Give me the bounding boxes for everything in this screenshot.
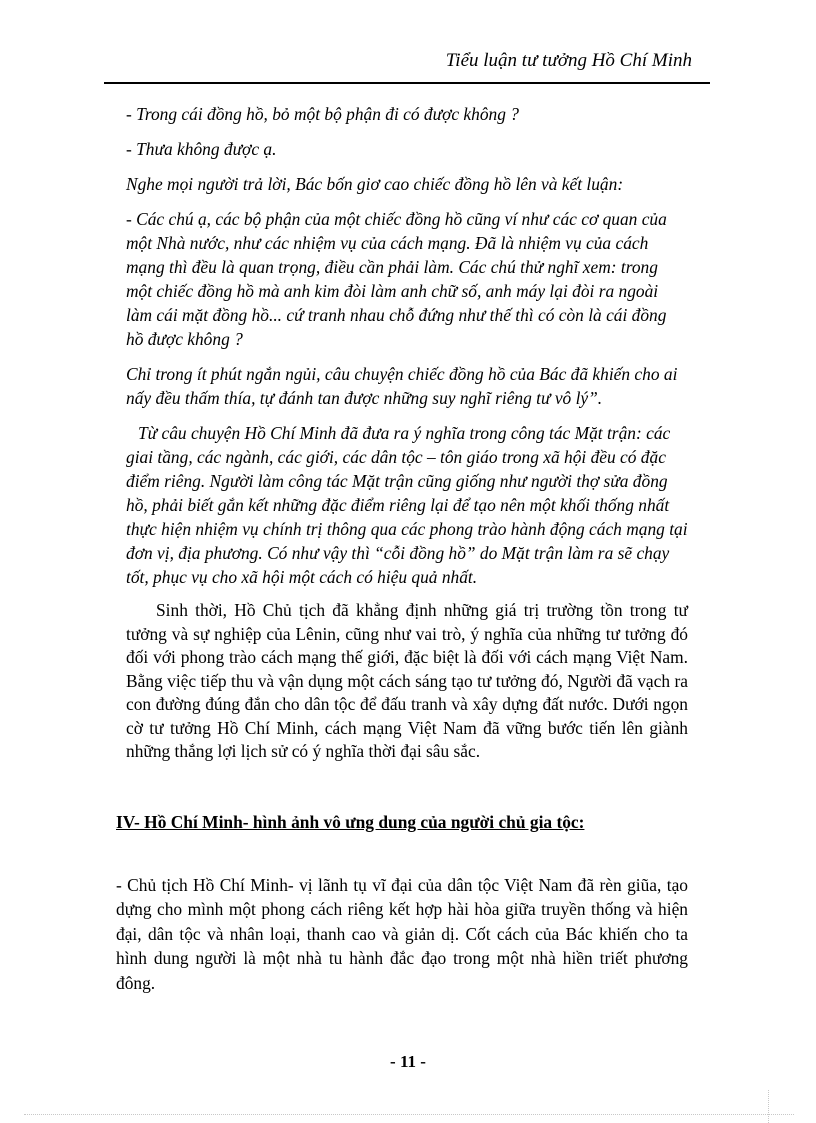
- body-paragraph: Sinh thời, Hồ Chủ tịch đã khẳng định những giá trị trường tồn trong tư tưởng và sự nghiệp của Lênin, cũng như vai trò, ý nghĩa của những tư tưởng đó đối với phong trào cách mạng thế giới, đặc biệt là đối với cách mạng Việt Nam. Bằng việc tiếp thu và vận dụng một cách sáng tạo tư tưởng đó, Người đã vạch ra con đường đúng đắn cho dân tộc để đấu tranh và xây dựng đất nước. Dưới ngọn cờ tư tưởng Hồ Chí Minh, cách mạng Việt Nam đã vững bước tiến lên giành những thắng lợi lịch sử có ý nghĩa thời đại sâu sắc.: [126, 600, 688, 761]
- dialogue-line: - Thưa không được ạ.: [126, 139, 277, 159]
- section-paragraph: - Chủ tịch Hồ Chí Minh- vị lãnh tụ vĩ đại của dân tộc Việt Nam đã rèn giũa, tạo dựng cho mình một phong cách riêng kết hợp hài hòa giữa truyền thống và hiện đại, dân tộc và nhân loại, thanh cao và giản dị. Cốt cách của Bác khiến cho ta hình dung người là một nhà tu hành đắc đạo trong một nhà hiền triết phương đông.: [116, 874, 688, 993]
- header-rule: [104, 82, 710, 84]
- analysis-paragraph: Từ câu chuyện Hồ Chí Minh đã đưa ra ý nghĩa trong công tác Mặt trận: các giai tầng, các ngành, các giới, các dân tộc – tôn giáo trong xã hội đều có đặc điểm riêng. Người làm công tác Mặt trận cũng giống như người thợ sửa đồng hồ, phải biết gắn kết những đặc điểm riêng lại để tạo nên một khối thống nhất thực hiện nhiệm vụ chính trị thông qua các phong trào hành động cách mạng tại đơn vị, địa phương. Có như vậy thì “cỗi đồng hồ” do Mặt trận làm ra sẽ chạy tốt, phục vụ cho xã hội một cách có hiệu quả nhất.: [126, 423, 688, 587]
- narration-line: Nghe mọi người trả lời, Bác bốn giơ cao chiếc đồng hồ lên và kết luận:: [126, 174, 624, 194]
- document-body: [116, 102, 688, 995]
- page-number: - 11 -: [390, 1052, 426, 1071]
- page-border-guide: [24, 1114, 794, 1115]
- page-corner-guide: [768, 1090, 769, 1123]
- section-heading: IV- Hồ Chí Minh- hình ảnh vô ưng dung của người chủ gia tộc:: [116, 811, 585, 832]
- quote-paragraph: - Các chú ạ, các bộ phận của một chiếc đồng hồ cũng ví như các cơ quan của một Nhà nước, như các nhiệm vụ của cách mạng. Đã là nhiệm vụ của cách mạng thì đều là quan trọng, điều cần phải làm. Các chú thử nghĩ xem: trong một chiếc đồng hồ mà anh kim đòi làm anh chữ số, anh máy lại đòi ra ngoài làm cái mặt đồng hồ... cứ tranh nhau chỗ đứng như thế thì có còn là cái đồng hồ được không ?: [126, 209, 667, 349]
- quote-conclusion: Chỉ trong ít phút ngắn ngủi, câu chuyện chiếc đồng hồ của Bác đã khiến cho ai nấy đều thấm thía, tự đánh tan được những suy nghĩ riêng tư vô lý”.: [126, 364, 678, 408]
- dialogue-line: - Trong cái đồng hồ, bỏ một bộ phận đi có được không ?: [126, 104, 519, 124]
- page-header-title: Tiểu luận tư tưởng Hồ Chí Minh: [445, 50, 692, 71]
